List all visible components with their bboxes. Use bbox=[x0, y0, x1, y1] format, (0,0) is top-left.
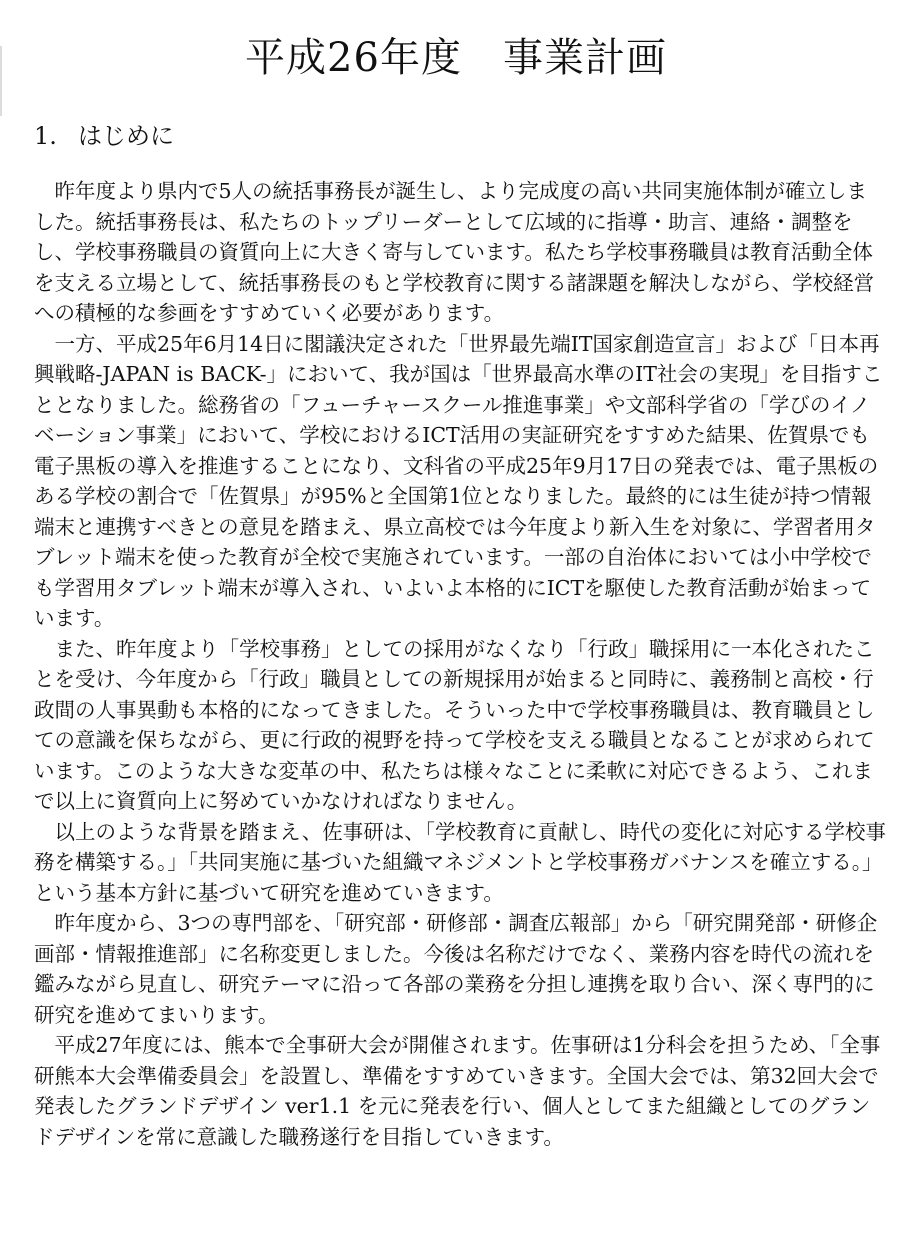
paragraph: 平成27年度には、熊本で全事研大会が開催されます。佐事研は1分科会を担うため、「全事研熊本大会準備委員会」を設置し、準備をすすめていきます。全国大会では、第32回大会で発表したグランドデザイン ver1.1 を元に発表を行い、個人としてまた組織としてのグランドデザインを常に意識した職務遂行を目指していきます。 bbox=[34, 1033, 881, 1149]
paragraph: 一方、平成25年6月14日に閣議決定された「世界最先端IT国家創造宣言」および「日本再興戦略-JAPAN is BACK-」において、我が国は「世界最高水準のIT社会の実現」を目指すこととなりました。総務省の「フューチャースクール推進事業」や文部科学省の「学びのイノベーション事業」において、学校におけるICT活用の実証研究をすすめた結果、佐賀県でも電子黒板の導入を推進することになり、文科省の平成25年9月17日の発表では、電子黒板のある学校の割合で「佐賀県」が95%と全国第1位となりました。最終的には生徒が持つ情報端末と連携すべきとの意見を踏まえ、県立高校では今年度より新入生を対象に、学習者用タブレット端末を使った教育が全校で実施されています。一部の自治体においては小中学校でも学習用タブレット端末が導入され、いよいよ本格的にICTを駆使した教育活動が始まっています。 bbox=[34, 331, 883, 630]
body-text bbox=[34, 176, 886, 1152]
paragraph: 昨年度より県内で5人の統括事務長が誕生し、より完成度の高い共同実施体制が確立しました。統括事務長は、私たちのトップリーダーとして広域的に指導・助言、連絡・調整をし、学校事務職員の資質向上に大きく寄与しています。私たち学校事務職員は教育活動全体を支える立場として、統括事務長のもと学校教育に関する諸課題を解決しながら、学校経営への積極的な参画をすすめていく必要があります。 bbox=[34, 179, 875, 325]
section-number: 1. bbox=[34, 122, 57, 150]
paragraph: また、昨年度より「学校事務」としての採用がなくなり「行政」職採用に一本化されたことを受け、今年度から「行政」職員としての新規採用が始まると同時に、義務制と高校・行政間の人事異動も本格的になってきました。そういった中で学校事務職員は、教育職員としての意識を保ちながら、更に行政的視野を持って学校を支える職員となることが求められています。このような大きな変革の中、私たちは様々なことに柔軟に対応できるよう、これまで以上に資質向上に努めていかなければなりません。 bbox=[34, 636, 875, 813]
paragraph: 昨年度から、3つの専門部を、「研究部・研修部・調査広報部」から「研究開発部・研修企画部・情報推進部」に名称変更しました。今後は名称だけでなく、業務内容を時代の流れを鑑みながら見直し、研究テーマに沿って各部の業務を分担し連携を取り合い、深く専門的に研究を進めてまいります。 bbox=[34, 911, 878, 1027]
section-heading bbox=[34, 116, 174, 151]
document-title: 平成26年度 事業計画 bbox=[245, 35, 667, 81]
paragraph: 以上のような背景を踏まえ、佐事研は、「学校教育に貢献し、時代の変化に対応する学校事務を構築する。」「共同実施に基づいた組織マネジメントと学校事務ガバナンスを確立する。」という基本方針に基づいて研究を進めていきます。 bbox=[34, 819, 886, 905]
section-heading-text: はじめに bbox=[78, 122, 174, 150]
